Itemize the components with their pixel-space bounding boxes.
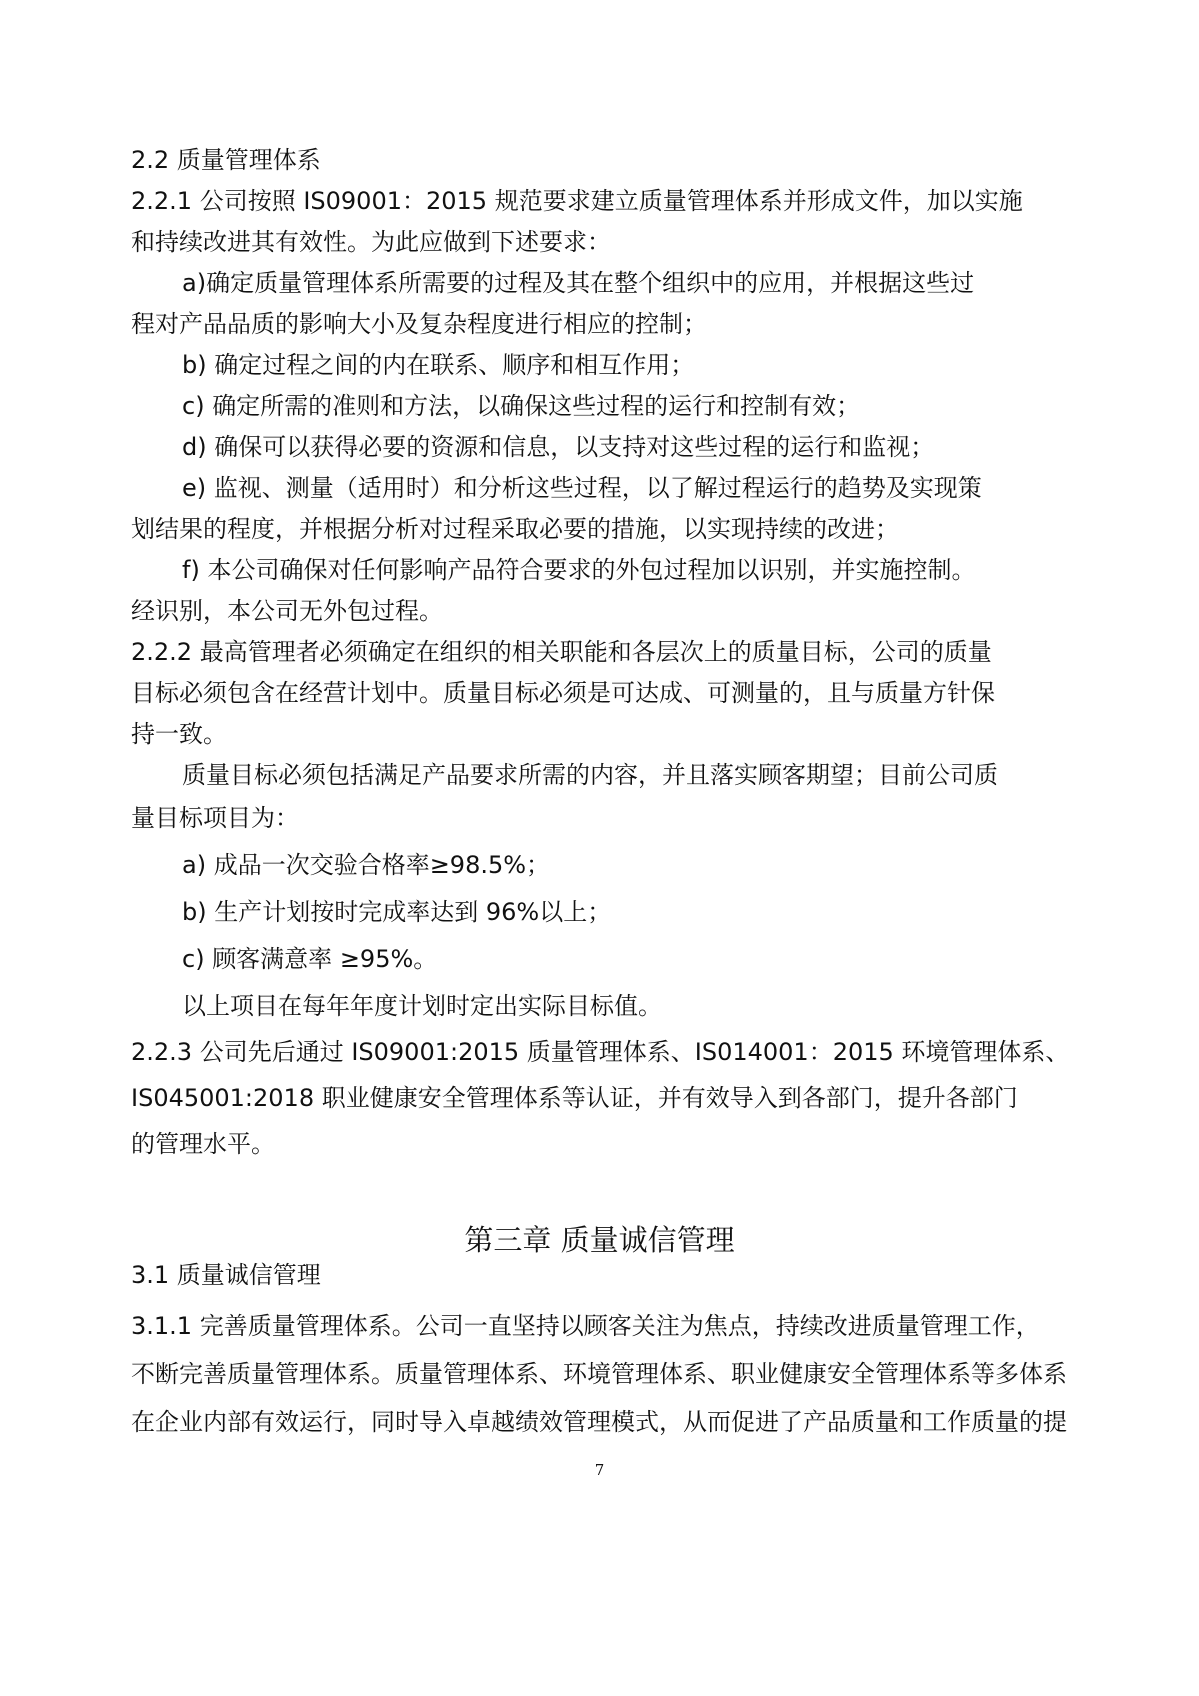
list-item-b: b) 确定过程之间的内在联系、顺序和相互作用； (182, 351, 695, 379)
objective-item: c) 顾客满意率 ≥95%。 (182, 945, 438, 973)
list-item-c: c) 确定所需的准则和方法，以确保这些过程的运行和控制有效； (182, 392, 861, 420)
objective-item: b) 生产计划按时完成率达到 96%以上； (182, 898, 612, 926)
paragraph-2-2-3-line: 的管理水平。 (131, 1130, 275, 1158)
paragraph-2-2-2-line: 持一致。 (131, 720, 227, 748)
objective-item: a) 成品一次交验合格率≥98.5%； (182, 851, 551, 879)
paragraph-3-1-1-line: 3.1.1 完善质量管理体系。公司一直坚持以顾客关注为焦点，持续改进质量管理工作， (131, 1312, 1040, 1340)
paragraph-2-2-2-line: 2.2.2 最高管理者必须确定在组织的相关职能和各层次上的质量目标，公司的质量 (131, 638, 992, 666)
paragraph-2-2-1-line: 2.2.1 公司按照 IS09001：2015 规范要求建立质量管理体系并形成文件，加以实施 (131, 187, 1023, 215)
list-item-d: d) 确保可以获得必要的资源和信息，以支持对这些过程的运行和监视； (182, 433, 935, 461)
paragraph-2-2-3-line: IS045001:2018 职业健康安全管理体系等认证，并有效导入到各部门，提升各部门 (131, 1084, 1018, 1112)
list-item-f-line: 经识别，本公司无外包过程。 (131, 597, 443, 625)
section-heading-2-2: 2.2 质量管理体系 (131, 146, 321, 174)
list-item-a-line: a)确定质量管理体系所需要的过程及其在整个组织中的应用，并根据这些过 (182, 269, 975, 297)
page-number: 7 (594, 1461, 605, 1479)
objectives-intro-line: 质量目标必须包括满足产品要求所需的内容，并且落实顾客期望；目前公司质 (182, 761, 998, 789)
list-item-f-line: f) 本公司确保对任何影响产品符合要求的外包过程加以识别，并实施控制。 (182, 556, 976, 584)
objectives-closing: 以上项目在每年年度计划时定出实际目标值。 (182, 992, 662, 1020)
list-item-a-line: 程对产品品质的影响大小及复杂程度进行相应的控制； (131, 310, 707, 338)
paragraph-2-2-3-line: 2.2.3 公司先后通过 IS09001:2015 质量管理体系、IS014001：2015 环境管理体系、 (131, 1038, 1070, 1066)
list-item-e-line: e) 监视、测量（适用时）和分析这些过程，以了解过程运行的趋势及实现策 (182, 474, 982, 502)
paragraph-3-1-1-line: 在企业内部有效运行，同时导入卓越绩效管理模式，从而促进了产品质量和工作质量的提 (131, 1408, 1067, 1436)
list-item-e-line: 划结果的程度，并根据分析对过程采取必要的措施，以实现持续的改进； (131, 515, 899, 543)
paragraph-2-2-1-line: 和持续改进其有效性。为此应做到下述要求： (131, 228, 611, 256)
paragraph-2-2-2-line: 目标必须包含在经营计划中。质量目标必须是可达成、可测量的，且与质量方针保 (131, 679, 995, 707)
paragraph-3-1-1-line: 不断完善质量管理体系。质量管理体系、环境管理体系、职业健康安全管理体系等多体系 (131, 1360, 1067, 1388)
objectives-intro-line: 量目标项目为： (131, 804, 299, 832)
section-heading-3-1: 3.1 质量诚信管理 (131, 1261, 321, 1289)
chapter-title: 第三章 质量诚信管理 (464, 1223, 735, 1257)
